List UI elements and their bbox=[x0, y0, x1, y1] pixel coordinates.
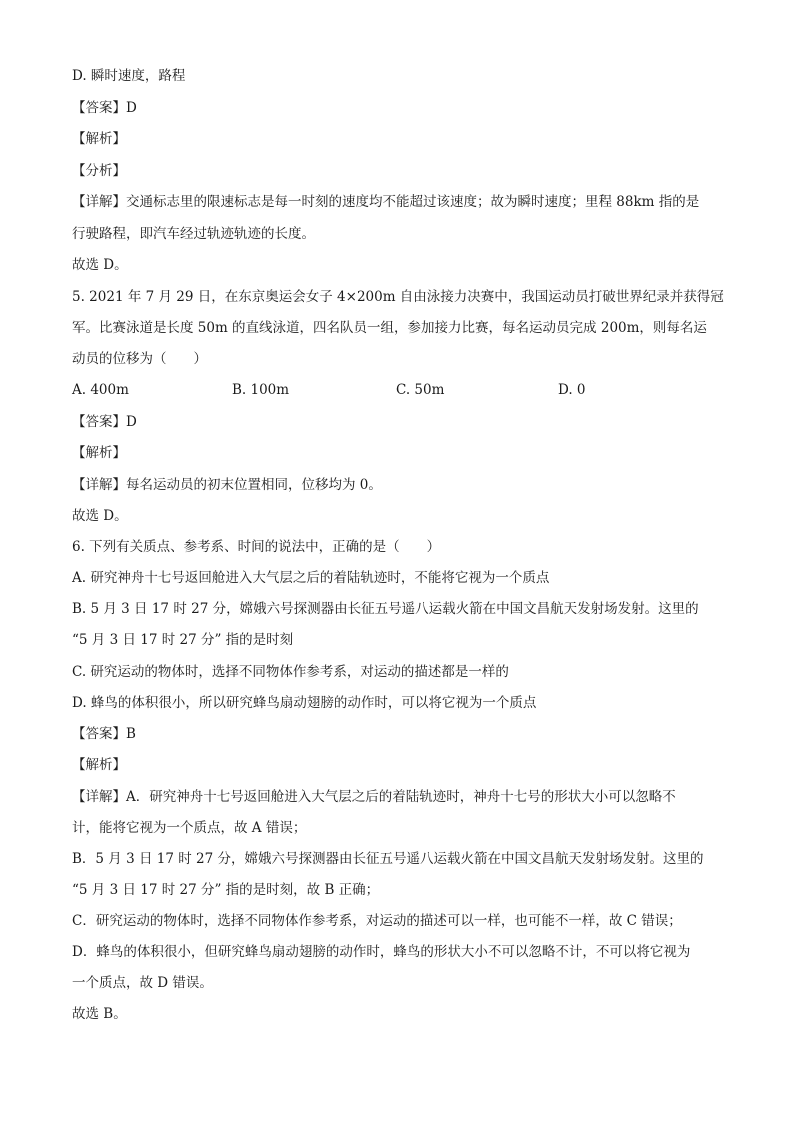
q5-option-b: B. 100m bbox=[232, 382, 290, 398]
q5-answer: 【答案】D bbox=[72, 414, 137, 430]
q6-option-b-line-2: “5 月 3 日 17 时 27 分” 指的是时刻 bbox=[72, 632, 294, 648]
q6-option-d: D. 蜂鸟的体积很小，所以研究蜂鸟扇动翅膀的动作时，可以将它视为一个质点 bbox=[72, 695, 537, 711]
q6-option-c: C. 研究运动的物体时，选择不同物体作参考系，对运动的描述都是一样的 bbox=[72, 664, 509, 680]
q6-detail-b-line-1: B．5 月 3 日 17 时 27 分，嫦娥六号探测器由长征五号遥八运载火箭在中国文昌航天发射场发射。这里的 bbox=[72, 851, 704, 867]
q6-answer: 【答案】B bbox=[72, 726, 136, 742]
q5-stem-line-2: 军。比赛泳道是长度 50m 的直线泳道，四名队员一组，参加接力比赛，每名运动员完成 200m，则每名运 bbox=[72, 320, 707, 336]
q6-stem: 6. 下列有关质点、参考系、时间的说法中，正确的是（ ） bbox=[72, 539, 441, 555]
q5-detail: 【详解】每名运动员的初末位置相同，位移均为 0。 bbox=[72, 477, 382, 493]
q5-choice: 故选 D。 bbox=[72, 508, 128, 524]
q4-answer: 【答案】D bbox=[72, 100, 137, 116]
q6-choice: 故选 B。 bbox=[72, 1006, 127, 1022]
q5-analysis-heading: 【解析】 bbox=[72, 445, 126, 461]
q6-analysis-heading: 【解析】 bbox=[72, 757, 126, 773]
q5-stem-line-1: 5. 2021 年 7 月 29 日，在东京奥运会女子 4×200m 自由泳接力决赛中，我国运动员打破世界纪录并获得冠 bbox=[72, 289, 724, 305]
q4-choice: 故选 D。 bbox=[72, 257, 128, 273]
q6-detail-d-line-1: D．蜂鸟的体积很小，但研究蜂鸟扇动翅膀的动作时，蜂鸟的形状大小不可以忽略不计，不可以将它视为 bbox=[72, 944, 691, 960]
q4-fenxi-heading: 【分析】 bbox=[72, 163, 126, 179]
q5-option-c: C. 50m bbox=[396, 382, 445, 398]
q4-detail-line-1: 【详解】交通标志里的限速标志是每一时刻的速度均不能超过该速度；故为瞬时速度；里程 88km 指的是 bbox=[72, 194, 700, 210]
q4-analysis-heading: 【解析】 bbox=[72, 131, 126, 147]
q6-option-a: A. 研究神舟十七号返回舱进入大气层之后的着陆轨迹时，不能将它视为一个质点 bbox=[72, 570, 550, 586]
q5-option-d: D. 0 bbox=[558, 382, 586, 398]
q4-detail-line-2: 行驶路程，即汽车经过轨迹轨迹的长度。 bbox=[72, 226, 315, 242]
q6-detail-d-line-2: 一个质点，故 D 错误。 bbox=[72, 975, 213, 991]
q6-detail-a-line-2: 计，能将它视为一个质点，故 A 错误； bbox=[72, 820, 307, 836]
q5-option-a: A. 400m bbox=[72, 382, 129, 398]
q5-stem-line-3: 动员的位移为（ ） bbox=[72, 351, 207, 367]
q6-detail-b-line-2: “5 月 3 日 17 时 27 分” 指的是时刻，故 B 正确； bbox=[72, 882, 380, 898]
q4-option-d: D. 瞬时速度，路程 bbox=[72, 68, 186, 84]
q6-detail-c: C．研究运动的物体时，选择不同物体作参考系，对运动的描述可以一样，也可能不一样，故 C 错误； bbox=[72, 913, 682, 929]
q6-detail-a-line-1: 【详解】A．研究神舟十七号返回舱进入大气层之后的着陆轨迹时，神舟十七号的形状大小可以忽略不 bbox=[72, 789, 676, 805]
q6-option-b-line-1: B. 5 月 3 日 17 时 27 分，嫦娥六号探测器由长征五号遥八运载火箭在中国文昌航天发射场发射。这里的 bbox=[72, 601, 699, 617]
